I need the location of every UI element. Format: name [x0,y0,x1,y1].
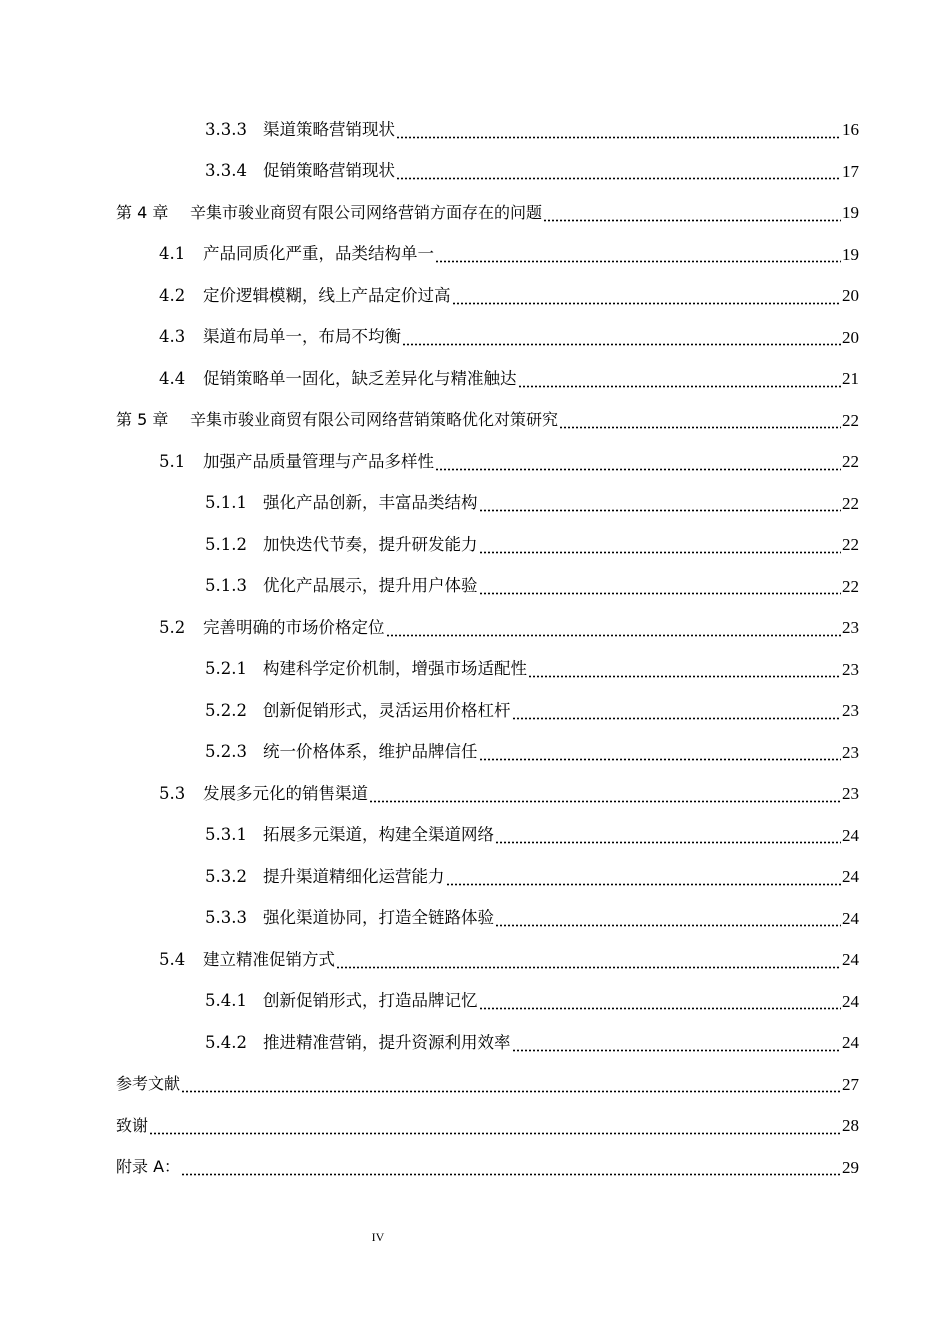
toc-entry-page: 22 [842,452,859,472]
toc-entry-number: 第 4 章 [116,202,169,222]
toc-entry-number: 3.3.4 [205,161,247,180]
toc-entry-title: 促销策略单一固化，缺乏差异化与精准触达 [203,368,517,388]
toc-entry[interactable] [0,358,950,400]
toc-entry-title: 提升渠道精细化运营能力 [263,866,445,886]
toc-entry[interactable] [0,275,950,317]
toc-entry[interactable] [0,483,950,525]
dot-leader [386,621,842,637]
page-number-footer: IV [371,1230,385,1244]
toc-entry-page: 24 [842,867,859,887]
toc-entry-number: 5.1.1 [205,493,247,512]
toc-entry-title: 辛集市骏业商贸有限公司网络营销策略优化对策研究 [190,410,559,430]
toc-entry-title: 完善明确的市场价格定位 [203,617,385,637]
dot-leader [402,330,841,346]
toc-entry-number: 5.1 [159,451,186,471]
toc-entry-page: 24 [842,991,859,1011]
toc-entry-page: 24 [842,825,859,845]
toc-entry-title: 定价逻辑模糊，线上产品定价过高 [203,285,451,305]
toc-entry-title: 拓展多元渠道，构建全渠道网络 [263,825,494,844]
toc-entry-page: 22 [842,493,859,513]
toc-entry-title: 加强产品质量管理与产品多样性 [203,451,434,471]
dot-leader [446,870,842,886]
dot-leader [512,704,842,720]
toc-entry-page: 19 [842,203,859,223]
dot-leader [435,247,841,263]
toc-entry-page: 16 [842,120,859,140]
toc-entry-page: 22 [842,576,859,596]
toc-entry-title: 促销策略营销现状 [263,161,395,180]
toc-entry[interactable] [0,1022,950,1064]
dot-leader [396,164,841,180]
toc-entry-page: 23 [842,618,859,638]
toc-entry-number: 5.3 [159,783,186,803]
toc-entry-page: 19 [842,244,859,264]
dot-leader [518,372,842,388]
toc-entry-number: 5.1.2 [205,534,247,554]
toc-entry[interactable] [0,151,950,193]
toc-entry-number: 5.1.3 [205,576,247,595]
toc-entry-page: 22 [842,535,859,555]
toc-entry-title: 强化渠道协同，打造全链路体验 [263,908,494,927]
toc-entry-page: 23 [842,659,859,679]
toc-entry-page: 23 [842,784,859,804]
toc-entry-number: 5.2.2 [205,700,247,720]
toc-entry[interactable] [0,981,950,1023]
toc-entry[interactable] [0,1064,950,1106]
toc-entry[interactable] [0,815,950,857]
toc-entry-title: 强化产品创新，丰富品类结构 [263,493,478,512]
toc-entry-page: 24 [842,908,859,928]
toc-entry-title: 致谢 [116,1115,149,1135]
dot-leader [452,289,842,305]
toc-entry[interactable] [0,234,950,276]
toc-entry[interactable] [0,1147,950,1189]
dot-leader [369,787,841,803]
toc-entry-title: 发展多元化的销售渠道 [203,783,368,803]
toc-entry-title: 创新促销形式，打造品牌记忆 [263,991,478,1010]
dot-leader [479,745,842,761]
toc-entry-number: 第 5 章 [116,410,169,430]
toc-entry-number: 5.3.3 [205,908,247,927]
toc-entry[interactable] [0,192,950,234]
toc-entry-title: 加快迭代节奏，提升研发能力 [263,534,478,554]
toc-entry-page: 28 [842,1116,859,1136]
toc-entry[interactable] [0,441,950,483]
toc-entry[interactable] [0,317,950,359]
dot-leader [495,911,841,927]
dot-leader [479,538,842,554]
toc-entry-number: 5.2.3 [205,742,247,761]
toc-entry[interactable] [0,773,950,815]
toc-entry[interactable] [0,400,950,442]
dot-leader [543,206,841,222]
toc-entry-number: 4.4 [159,368,186,388]
toc-entry-number: 3.3.3 [205,119,247,139]
toc-entry[interactable] [0,690,950,732]
toc-entry[interactable] [0,649,950,691]
toc-entry-title: 渠道策略营销现状 [263,119,395,139]
toc-entry-page: 20 [842,327,859,347]
toc-entry-number: 5.3.2 [205,866,247,886]
dot-leader [336,953,841,969]
toc-entry-page: 23 [842,742,859,762]
toc-entry-title: 渠道布局单一，布局不均衡 [203,327,401,346]
dot-leader [559,413,841,429]
toc-entry-page: 29 [842,1157,859,1177]
toc-entry-page: 23 [842,701,859,721]
dot-leader [149,1119,841,1135]
toc-entry-page: 24 [842,1033,859,1053]
dot-leader [435,455,841,471]
toc-entry[interactable] [0,566,950,608]
toc-entry-title: 推进精准营销，提升资源利用效率 [263,1032,511,1052]
toc-entry-title: 参考文献 [116,1074,181,1094]
dot-leader [181,1077,841,1093]
toc-entry-title: 构建科学定价机制，增强市场适配性 [263,659,527,678]
toc-entry[interactable] [0,1105,950,1147]
toc-entry-number: 4.1 [159,244,186,263]
toc-entry-page: 17 [842,161,859,181]
toc-entry-number: 5.3.1 [205,825,247,844]
toc-entry-page: 20 [842,286,859,306]
dot-leader [479,994,842,1010]
toc-entry-title: 附录 A： [116,1157,181,1177]
toc-entry[interactable] [0,898,950,940]
toc-entry-number: 5.2.1 [205,659,247,678]
toc-entry-number: 5.4.2 [205,1032,247,1052]
toc-entry-title: 创新促销形式，灵活运用价格杠杆 [263,700,511,720]
toc-entry-number: 4.2 [159,285,186,305]
dot-leader [512,1036,842,1052]
toc-entry[interactable] [0,607,950,649]
toc-entry-page: 22 [842,410,859,430]
toc-entry-title: 辛集市骏业商贸有限公司网络营销方面存在的问题 [190,202,543,222]
dot-leader [479,496,842,512]
toc-entry-number: 5.2 [159,617,186,637]
toc-entry[interactable] [0,732,950,774]
toc-entry[interactable] [0,939,950,981]
toc-entry-title: 优化产品展示，提升用户体验 [263,576,478,595]
dot-leader [495,828,841,844]
toc-entry-title: 统一价格体系，维护品牌信任 [263,742,478,761]
toc-entry[interactable] [0,524,950,566]
toc-entry[interactable] [0,109,950,151]
dot-leader [528,662,841,678]
toc-entry-number: 4.3 [159,327,186,346]
dot-leader [479,579,842,595]
toc-entry-number: 5.4.1 [205,991,247,1010]
toc-entry-title: 产品同质化严重，品类结构单一 [203,244,434,263]
table-of-contents [0,109,950,1188]
toc-entry-page: 21 [842,369,859,389]
toc-entry-number: 5.4 [159,949,186,969]
dot-leader [181,1160,841,1176]
toc-entry-page: 27 [842,1074,859,1094]
toc-entry-page: 24 [842,950,859,970]
dot-leader [396,123,841,139]
toc-entry[interactable] [0,856,950,898]
toc-entry-title: 建立精准促销方式 [203,949,335,969]
